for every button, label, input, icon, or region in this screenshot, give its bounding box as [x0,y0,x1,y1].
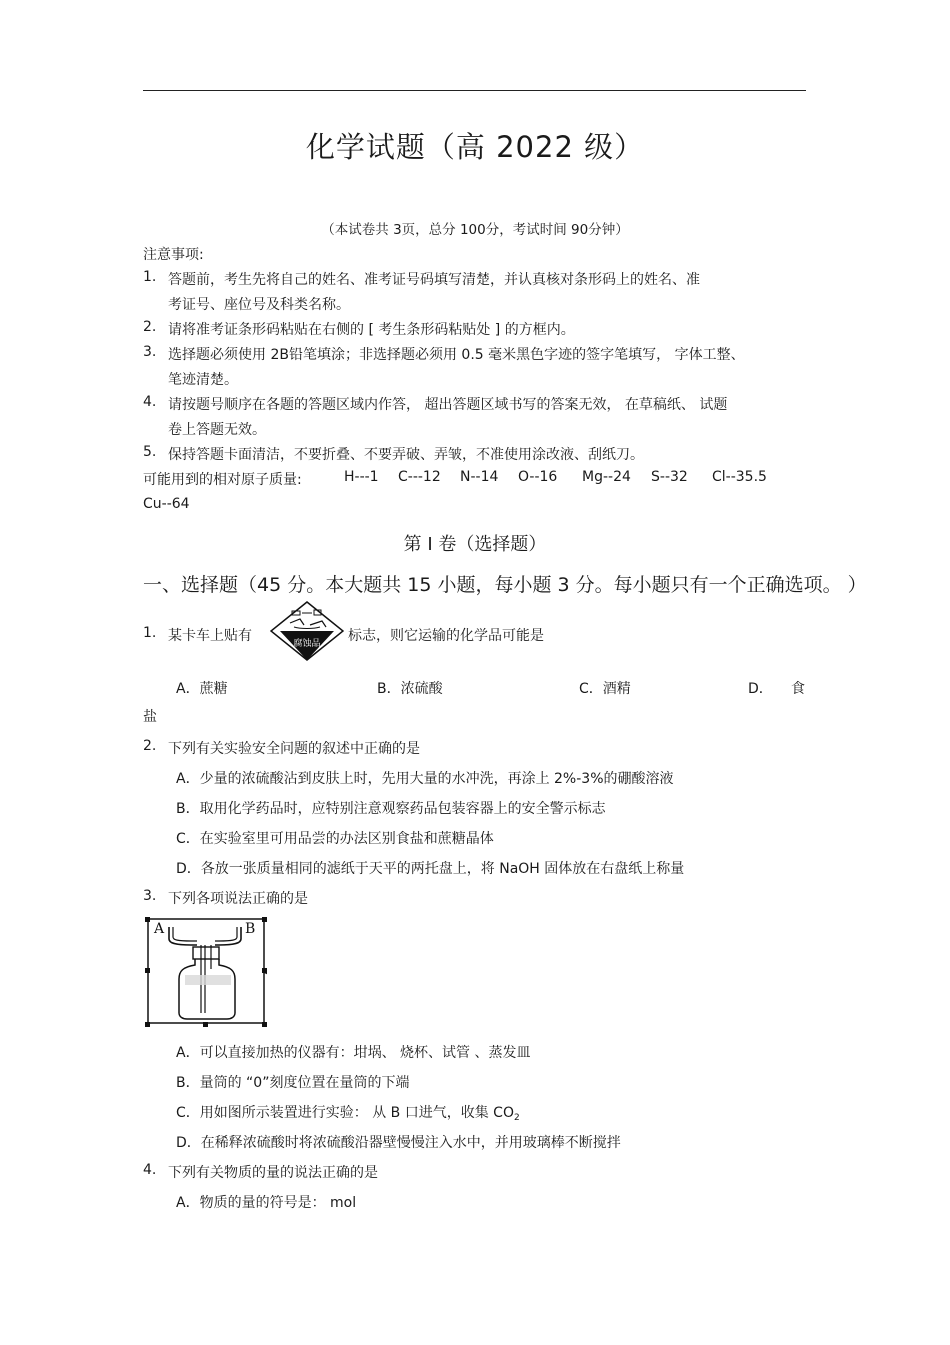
note-num: 1. [143,269,157,285]
option: B．浓硫酸 [377,681,443,697]
note-text: 笔迹清楚。 [168,372,238,388]
exam-info: （本试卷共 3页，总分 100分，考试时间 90分钟） [321,222,629,238]
option: C．酒精 [579,681,631,697]
option: A．可以直接加热的仪器有：坩埚、 烧杯、试管 、蒸发皿 [176,1045,531,1061]
option-text: 盐 [143,709,157,725]
note-num: 5. [143,444,157,460]
subscript: 2 [513,1113,520,1123]
note-text: 考证号、座位号及科类名称。 [168,297,350,313]
inlet-b-label: B [245,921,256,937]
note-num: 2. [143,319,157,335]
option: A．物质的量的符号是： mol [176,1195,357,1211]
option: D．各放一张质量相同的滤纸于天平的两托盘上，将 NaOH 固体放在右盘纸上称量 [176,861,685,877]
note-text: 请按题号顺序在各题的答题区域内作答， 超出答题区域书写的答案无效， 在草稿纸、 试题 [168,397,728,413]
note-num: 4. [143,394,157,410]
question-number: 3. [143,888,157,904]
inlet-a-label: A [154,921,165,937]
option: C．在实验室里可用品尝的办法区别食盐和蔗糖晶体 [176,831,494,847]
question-number: 1. [143,625,157,641]
atomic-mass-value: S--32 [651,469,688,485]
top-rule [143,90,806,91]
question-stem: 下列各项说法正确的是 [168,891,308,907]
page-title: 化学试题（高 2022 级） [305,130,645,164]
question-stem: 某卡车上贴有 [168,628,252,644]
atomic-mass-value: O--16 [518,469,558,485]
atomic-mass-value: Cu--64 [143,496,190,512]
section-heading: 一、选择题（45 分。本大题共 15 小题，每小题 3 分。每小题只有一个正确选项。 ） [143,574,867,596]
note-text: 请将准考证条形码粘贴在右侧的 [ 考生条形码粘贴处 ] 的方框内。 [168,322,575,338]
option: D． [748,681,773,697]
atomic-mass-value: Mg--24 [582,469,631,485]
atomic-mass-value: C---12 [398,469,441,485]
question-number: 2. [143,738,157,754]
part-title: 第 I 卷（选择题） [403,534,547,555]
gas-bottle-figure [145,917,267,1027]
atomic-mass-value: N--14 [460,469,499,485]
option: A．蔗糖 [176,681,228,697]
question-stem: 标志，则它运输的化学品可能是 [348,628,544,644]
atomic-mass-value: H---1 [344,469,379,485]
note-num: 3. [143,344,157,360]
option: B．取用化学药品时，应特别注意观察药品包装容器上的安全警示标志 [176,801,606,817]
option: A．少量的浓硫酸沾到皮肤上时，先用大量的水冲洗，再涂上 2%-3%的硼酸溶液 [176,771,674,787]
corrosive-hazard-sign-icon [270,601,344,661]
question-stem: 下列有关实验安全问题的叙述中正确的是 [168,741,420,757]
note-text: 卷上答题无效。 [168,422,266,438]
note-text: 保持答题卡面清洁，不要折叠、不要弄破、弄皱，不准使用涂改液、刮纸刀。 [168,447,644,463]
option: D．在稀释浓硫酸时将浓硫酸沿器壁慢慢注入水中，并用玻璃棒不断搅拌 [176,1135,621,1151]
note-text: 答题前，考生先将自己的姓名、准考证号码填写清楚，并认真核对条形码上的姓名、准 [168,272,700,288]
atomic-mass-value: Cl--35.5 [712,469,767,485]
atomic-mass-label: 可能用到的相对原子质量: [143,472,302,488]
option [176,1102,520,1123]
sign-label: 腐蚀品 [293,639,321,649]
option-text: 食 [791,681,805,697]
question-number: 4. [143,1162,157,1178]
option: B．量筒的 “0”刻度位置在量筒的下端 [176,1075,410,1091]
note-text: 选择题必须使用 2B铅笔填涂；非选择题必须用 0.5 毫米黑色字迹的签字笔填写， 字体工整、 [168,347,745,363]
option-text: C．用如图所示装置进行实验： 从 B 口进气，收集 CO [176,1105,514,1121]
question-stem: 下列有关物质的量的说法正确的是 [168,1165,378,1181]
notes-heading: 注意事项: [143,247,204,263]
